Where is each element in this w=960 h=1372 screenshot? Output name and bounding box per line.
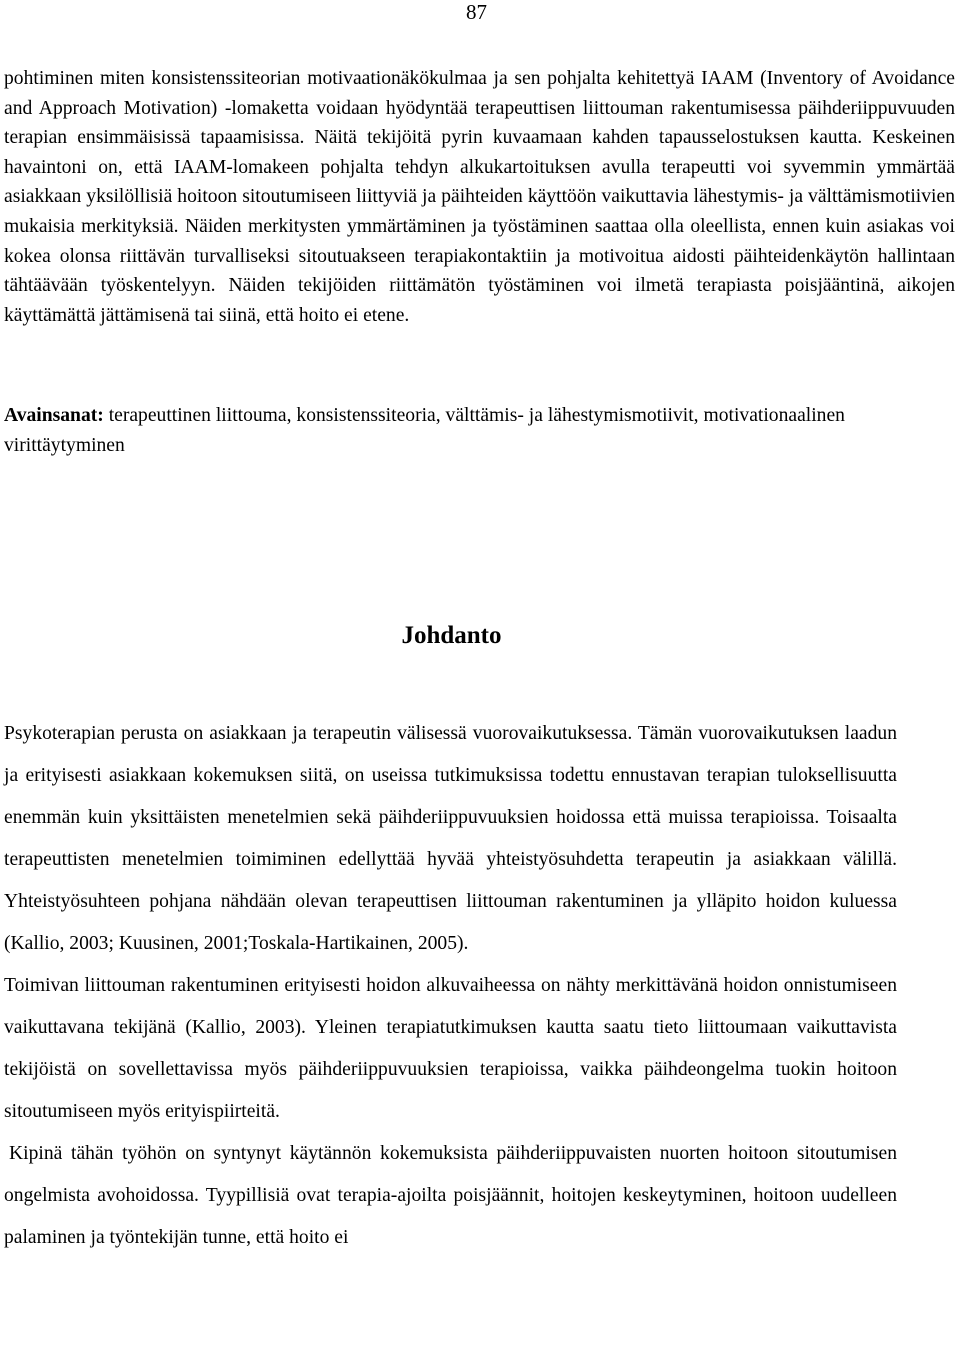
body-paragraph: Psykoterapian perusta on asiakkaan ja terapeutin välisessä vuorovaikutuksessa. Tämän vuorovaikutuksen laadun ja erityisesti asiakkaan kokemuksen siitä, on useissa tutkimuksissa todettu ennustavan terapian tuloksellisuutta enemmän kuin yksittäisten menetelmien sekä päihderiippuvuuksien hoidossa että muissa terapioissa. Toisaalta terapeuttisten menetelmien toimiminen edellyttää hyvää yhteistyösuhdetta terapeutin ja asiakkaan välillä. Yhteistyösuhteen pohjana nähdään olevan terapeuttisen liittouman rakentuminen ja ylläpito hoidon kuluessa (Kallio, 2003; Kuusinen, 2001;Toskala-Hartikainen, 2005). xyxy=(4,723,897,954)
keywords-label: Avainsanat: xyxy=(4,405,104,426)
section-body xyxy=(4,713,897,1259)
body-paragraph: Kipinä tähän työhön on syntynyt käytännön kokemuksista päihderiippuvaisten nuorten hoitoon sitoutumisen ongelmista avohoidossa. Tyypillisiä ovat terapia-ajoilta poisjäännit, hoitojen keskeytyminen, hoitoon uudelleen palaminen ja työntekijän tunne, että hoito ei xyxy=(4,1143,897,1248)
section-heading: Johdanto xyxy=(401,622,502,649)
keywords-paragraph xyxy=(4,401,955,461)
body-paragraph: Toimivan liittouman rakentuminen erityisesti hoidon alkuvaiheessa on nähty merkittävänä hoidon onnistumiseen vaikuttavana tekijänä (Kallio, 2003). Yleinen terapiatutkimuksen kautta saatu tieto liittoumaan vaikuttavista tekijöistä on sovellettavissa myös päihderiippuvuuksien terapioissa, vaikka päihdeongelma tuokin hoitoon sitoutumiseen myös erityispiirteitä. xyxy=(4,975,897,1122)
abstract-paragraph: pohtiminen miten konsistenssiteorian motivaationäkökulmaa ja sen pohjalta kehitettyä IAAM (Inventory of Avoidance and Approach Motivation) -lomaketta voidaan hyödyntää terapeuttisen liittouman rakentumisessa päihderiippuvuuden terapian ensimmäisissä tapaamisissa. Näitä tekijöitä pyrin kuvaamaan kahden tapausselostuksen kautta. Keskeinen havaintoni on, että IAAM-lomakeen pohjalta tehdyn alkukartoituksen avulla terapeutti voi syvemmin ymmärtää asiakkaan yksilöllisiä hoitoon sitoutumiseen liittyviä ja päihteiden käyttöön vaikuttavia lähestymis- ja välttämismotiivien mukaisia merkityksiä. Näiden merkitysten ymmärtäminen ja työstäminen saattaa olla oleellista, ennen kuin asiakas voi kokea olonsa riittävän turvalliseksi sitoutuakseen terapiakontaktiin ja motivoitua aidosti päihteidenkäytön hallintaan tähtäävään työskentelyyn. Näiden tekijöiden riittämätön työstäminen voi ilmetä terapiasta poisjääntinä, aikojen käyttämättä jättämisenä tai siinä, että hoito ei etene. xyxy=(4,68,955,326)
page-number: 87 xyxy=(466,0,487,24)
keywords-list: terapeuttinen liittouma, konsistenssiteoria, välttämis- ja lähestymismotiivit, motivationaalinen virittäytyminen xyxy=(4,405,845,456)
